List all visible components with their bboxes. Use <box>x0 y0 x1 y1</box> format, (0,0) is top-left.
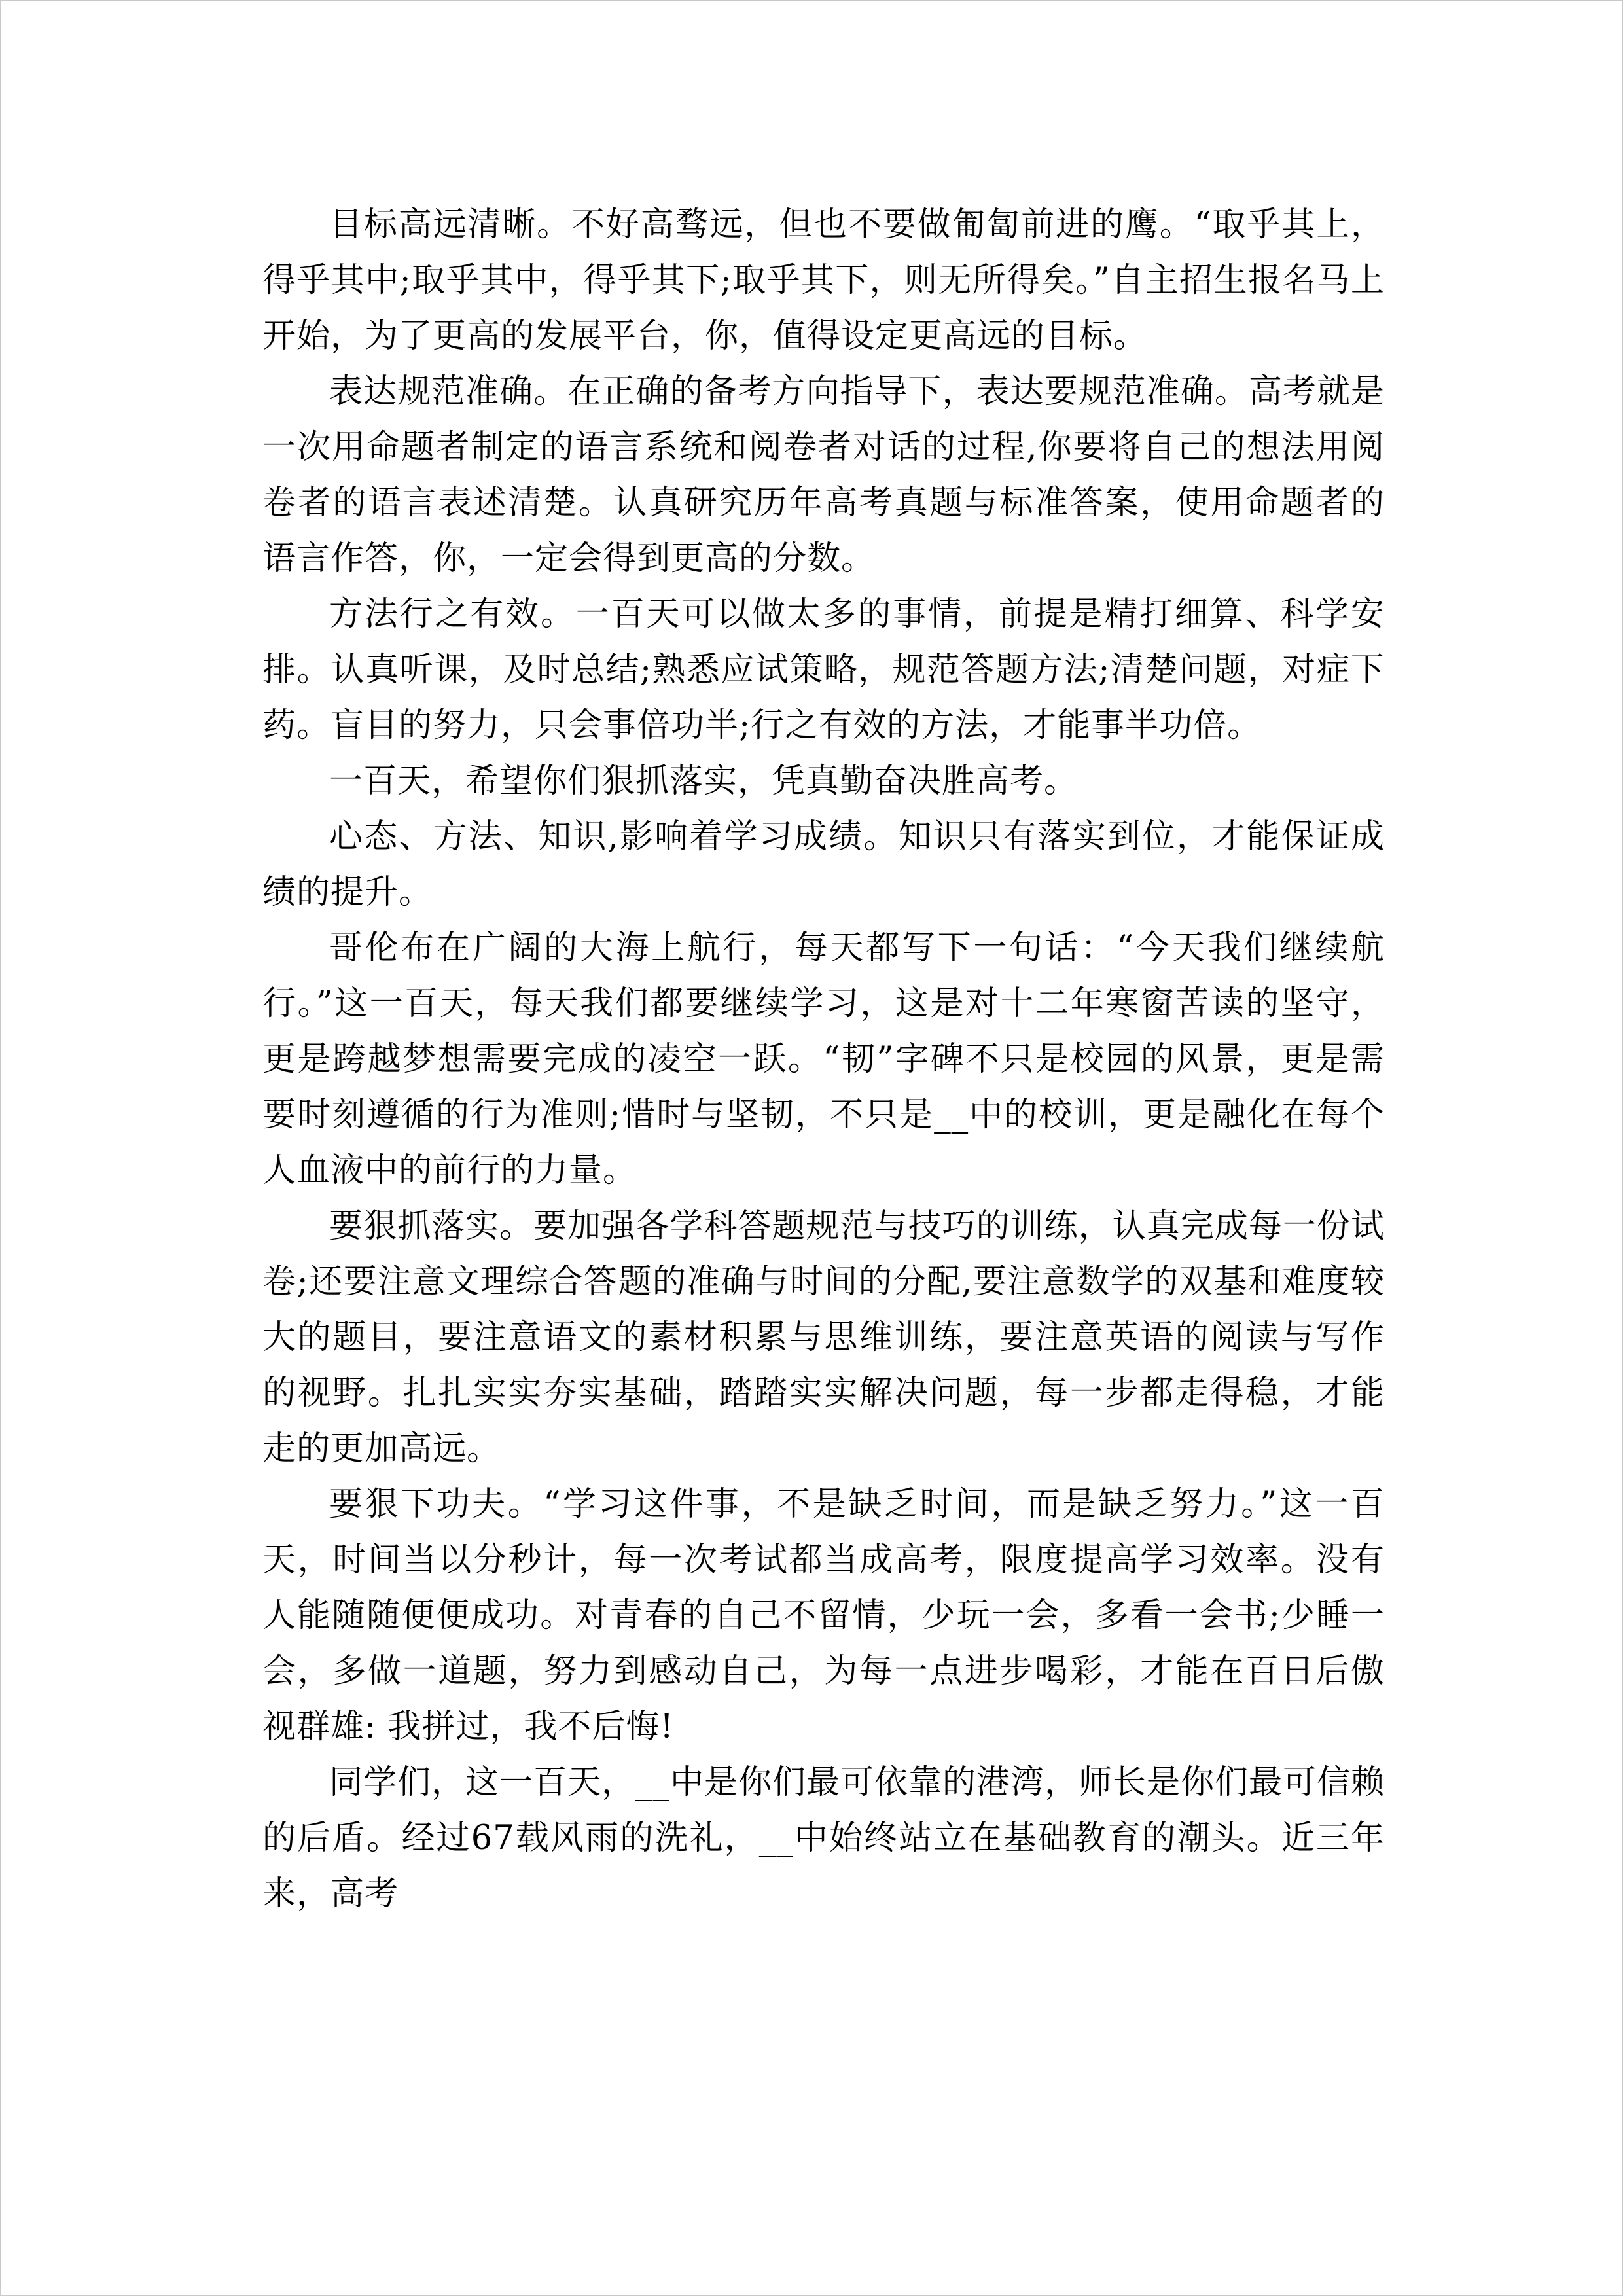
paragraph: 一百天，希望你们狠抓落实，凭真勤奋决胜高考。 <box>329 762 1079 800</box>
paragraph: 哥伦布在广阔的大海上航行，每天都写下一句话：“今天我们继续航行。”这一百天，每天我们都要继续学习，这是对十二年寒窗苦读的坚守，更是跨越梦想需要完成的凌空一跃。“韧”字碑不只是校园的风景，更是需要时刻遵循的行为准则;惜时与坚韧，不只是__中的校训，更是融化在每个人血液中的前行的力量。 <box>262 929 1385 1190</box>
paragraph: 要狠下功夫。“学习这件事，不是缺乏时间，而是缺乏努力。”这一百天，时间当以分秒计，每一次考试都当成高考，限度提高学习效率。没有人能随随便便成功。对青春的自己不留情，少玩一会，多看一会书;少睡一会，多做一道题，努力到感动自己，为每一点进步喝彩，才能在百日后傲视群雄: 我拼过，我不后悔! <box>262 1485 1385 1746</box>
paragraph: 同学们，这一百天，__中是你们最可依靠的港湾，师长是你们最可信赖的后盾。经过67载风雨的洗礼，__中始终站立在基础教育的潮头。近三年来，高考 <box>262 1763 1385 1913</box>
paragraph: 表达规范准确。在正确的备考方向指导下，表达要规范准确。高考就是一次用命题者制定的语言系统和阅卷者对话的过程,你要将自己的想法用阅卷者的语言表述清楚。认真研究历年高考真题与标准答案，使用命题者的语言作答，你，一定会得到更高的分数。 <box>262 372 1385 578</box>
paragraph: 要狠抓落实。要加强各学科答题规范与技巧的训练，认真完成每一份试卷;还要注意文理综合答题的准确与时间的分配,要注意数学的双基和难度较大的题目，要注意语文的素材积累与思维训练，要注意英语的阅读与写作的视野。扎扎实实夯实基础，踏踏实实解决问题，每一步都走得稳，才能走的更加高远。 <box>262 1207 1385 1468</box>
paragraph: 目标高远清晰。不好高骛远，但也不要做匍匐前进的鹰。“取乎其上，得乎其中;取乎其中，得乎其下;取乎其下，则无所得矣。”自主招生报名马上开始，为了更高的发展平台，你，值得设定更高远的目标。 <box>262 206 1385 355</box>
paragraph: 心态、方法、知识,影响着学习成绩。知识只有落实到位，才能保证成绩的提升。 <box>262 817 1385 912</box>
paragraph: 方法行之有效。一百天可以做太多的事情，前提是精打细算、科学安排。认真听课，及时总结;熟悉应试策略，规范答题方法;清楚问题，对症下药。盲目的努力，只会事倍功半;行之有效的方法，才能事半功倍。 <box>262 595 1385 745</box>
document-body <box>262 197 1385 1922</box>
